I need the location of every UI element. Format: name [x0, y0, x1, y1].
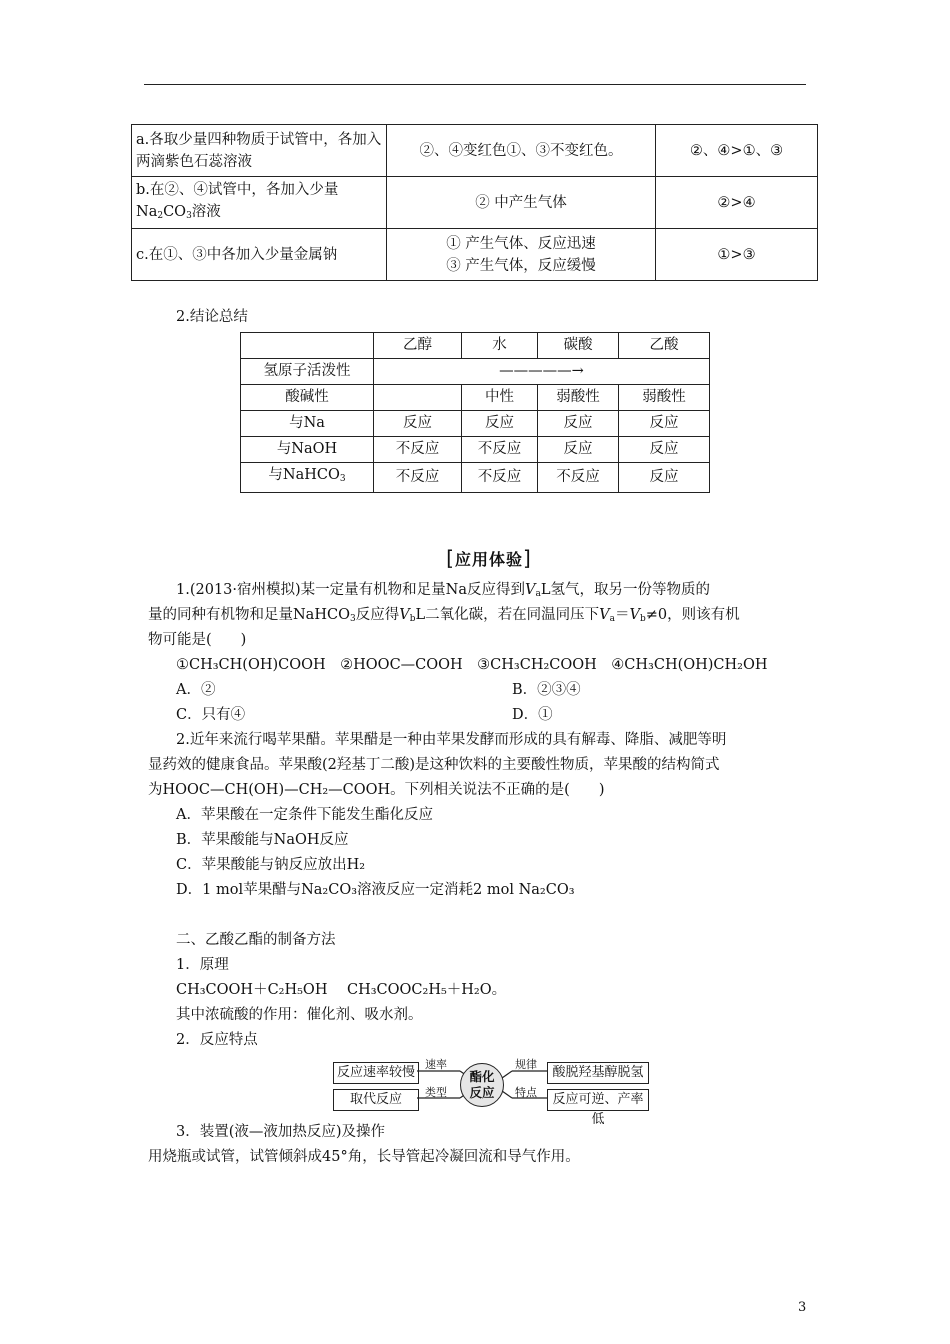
cell: 不反应	[374, 437, 462, 463]
col-header: 水	[462, 333, 538, 359]
cell	[374, 385, 462, 411]
cell: 中性	[462, 385, 538, 411]
q2-line3: 为HOOC—CH(OH)—CH₂—COOH。下列相关说法不正确的是( )	[148, 782, 605, 798]
equation-right: CH₃COOC₂H₅＋H₂O。	[347, 982, 507, 998]
cell: 不反应	[462, 437, 538, 463]
col-header: 乙醇	[374, 333, 462, 359]
part2-principle: 1．原理	[176, 957, 229, 973]
part2-apparatus: 3．装置(液—液加热反应)及操作	[176, 1124, 386, 1140]
apparatus-text: 用烧瓶或试管，试管倾斜成45°角，长导管起冷凝回流和导气作用。	[148, 1149, 580, 1165]
q1-option-b: B．②③④	[512, 682, 581, 698]
conclusion-cell: ②、④>①、③	[656, 125, 818, 177]
box-substitution: 取代反应	[333, 1089, 419, 1111]
q2-option-a: A．苹果酸在一定条件下能发生酯化反应	[176, 807, 433, 823]
q2-line1: 2.近年来流行喝苹果醋。苹果醋是一种由苹果发酵而形成的具有解毒、降脂、减肥等明	[176, 732, 727, 748]
cell: 弱酸性	[619, 385, 710, 411]
cell: 反应	[538, 437, 619, 463]
conclusion-table	[240, 332, 710, 493]
q1-option-a: A．②	[176, 682, 216, 698]
q2-option-d: D．1 mol苹果醋与Na₂CO₃溶液反应一定消耗2 mol Na₂CO₃	[176, 882, 575, 898]
phenomenon-cell: ②、④变红色①、③不变红色。	[387, 125, 656, 177]
q2-option-c: C．苹果酸能与钠反应放出H₂	[176, 857, 366, 873]
table-row	[132, 177, 818, 229]
table-row	[241, 437, 710, 463]
box-acid-alcohol-rule: 酸脱羟基醇脱氢	[547, 1062, 649, 1084]
table-row	[132, 229, 818, 281]
section-tag: [应用体验]	[446, 546, 532, 570]
table-row	[241, 411, 710, 437]
col-header: 碳酸	[538, 333, 619, 359]
table-row	[241, 463, 710, 493]
q1-option-c: C．只有④	[176, 707, 246, 723]
label-type: 类型	[425, 1086, 447, 1099]
q2-option-b: B．苹果酸能与NaOH反应	[176, 832, 349, 848]
cell: 反应	[538, 411, 619, 437]
cell: 反应	[374, 411, 462, 437]
label-rule: 规律	[515, 1058, 537, 1071]
phenomenon-cell: ① 产生气体、反应迅速 ③ 产生气体，反应缓慢	[387, 229, 656, 281]
table-row	[241, 359, 710, 385]
row-label: 酸碱性	[241, 385, 374, 411]
esterification-node: 酯化 反应	[460, 1063, 504, 1107]
step-cell: a.各取少量四种物质于试管中，各加入两滴紫色石蕊溶液	[132, 125, 387, 177]
cell: 不反应	[374, 463, 462, 493]
row-label: 与NaHCO$_3$	[241, 463, 374, 493]
q1-line1: 1.(2013·宿州模拟)某一定量有机物和足量Na反应得到$V_aL$氢气，取另一份等物质的	[176, 582, 710, 599]
header-rule	[144, 84, 806, 85]
page-number: 3	[798, 1300, 807, 1315]
section-title-conclusion: 2.结论总结	[176, 309, 248, 325]
cell: 反应	[619, 411, 710, 437]
phenomenon-cell: ② 中产生气体	[387, 177, 656, 229]
part2-features: 2．反应特点	[176, 1032, 258, 1048]
conclusion-cell: ②>④	[656, 177, 818, 229]
table-row	[241, 385, 710, 411]
cell: 不反应	[538, 463, 619, 493]
q1-line2: 量的同种有机物和足量NaHCO$_3$反应得$V_bL$二氧化碳，若在同温同压下$V_a=V_b\ne 0$，则该有机	[148, 607, 740, 624]
q1-line3: 物可能是( )	[148, 632, 247, 648]
activity-arrow: —————→	[374, 359, 710, 385]
label-feature: 特点	[515, 1086, 537, 1099]
row-label: 氢原子活泼性	[241, 359, 374, 385]
label-rate: 速率	[425, 1058, 447, 1071]
row-label: 与NaOH	[241, 437, 374, 463]
step-cell: c.在①、③中各加入少量金属钠	[132, 229, 387, 281]
col-header: 乙酸	[619, 333, 710, 359]
conclusion-cell: ①>③	[656, 229, 818, 281]
catalyst-note: 其中浓硫酸的作用：催化剂、吸水剂。	[176, 1007, 423, 1023]
cell: 反应	[619, 463, 710, 493]
box-rate-slow: 反应速率较慢	[333, 1062, 419, 1084]
cell: 反应	[462, 411, 538, 437]
cell: 不反应	[462, 463, 538, 493]
part2-title: 二、乙酸乙酯的制备方法	[176, 932, 336, 948]
step-cell: b.在②、④试管中，各加入少量 $Na_2CO_3$溶液	[132, 177, 387, 229]
row-label: 与Na	[241, 411, 374, 437]
cell: 弱酸性	[538, 385, 619, 411]
cell: 反应	[619, 437, 710, 463]
equation-left: CH₃COOH＋C₂H₅OH	[176, 982, 328, 998]
q2-line2: 显药效的健康食品。苹果酸(2羟基丁二酸)是这种饮料的主要酸性物质，苹果酸的结构简式	[148, 757, 720, 773]
box-reversible: 反应可逆、产率低	[547, 1089, 649, 1111]
table-row	[241, 333, 710, 359]
q1-option-d: D．①	[512, 707, 553, 723]
table-row	[132, 125, 818, 177]
experiment-table	[131, 124, 818, 281]
q1-compound-list: ①CH₃CH(OH)COOH ②HOOC—COOH ③CH₃CH₂COOH ④CH₃CH(OH)CH₂OH	[176, 657, 768, 673]
corner-cell	[241, 333, 374, 359]
